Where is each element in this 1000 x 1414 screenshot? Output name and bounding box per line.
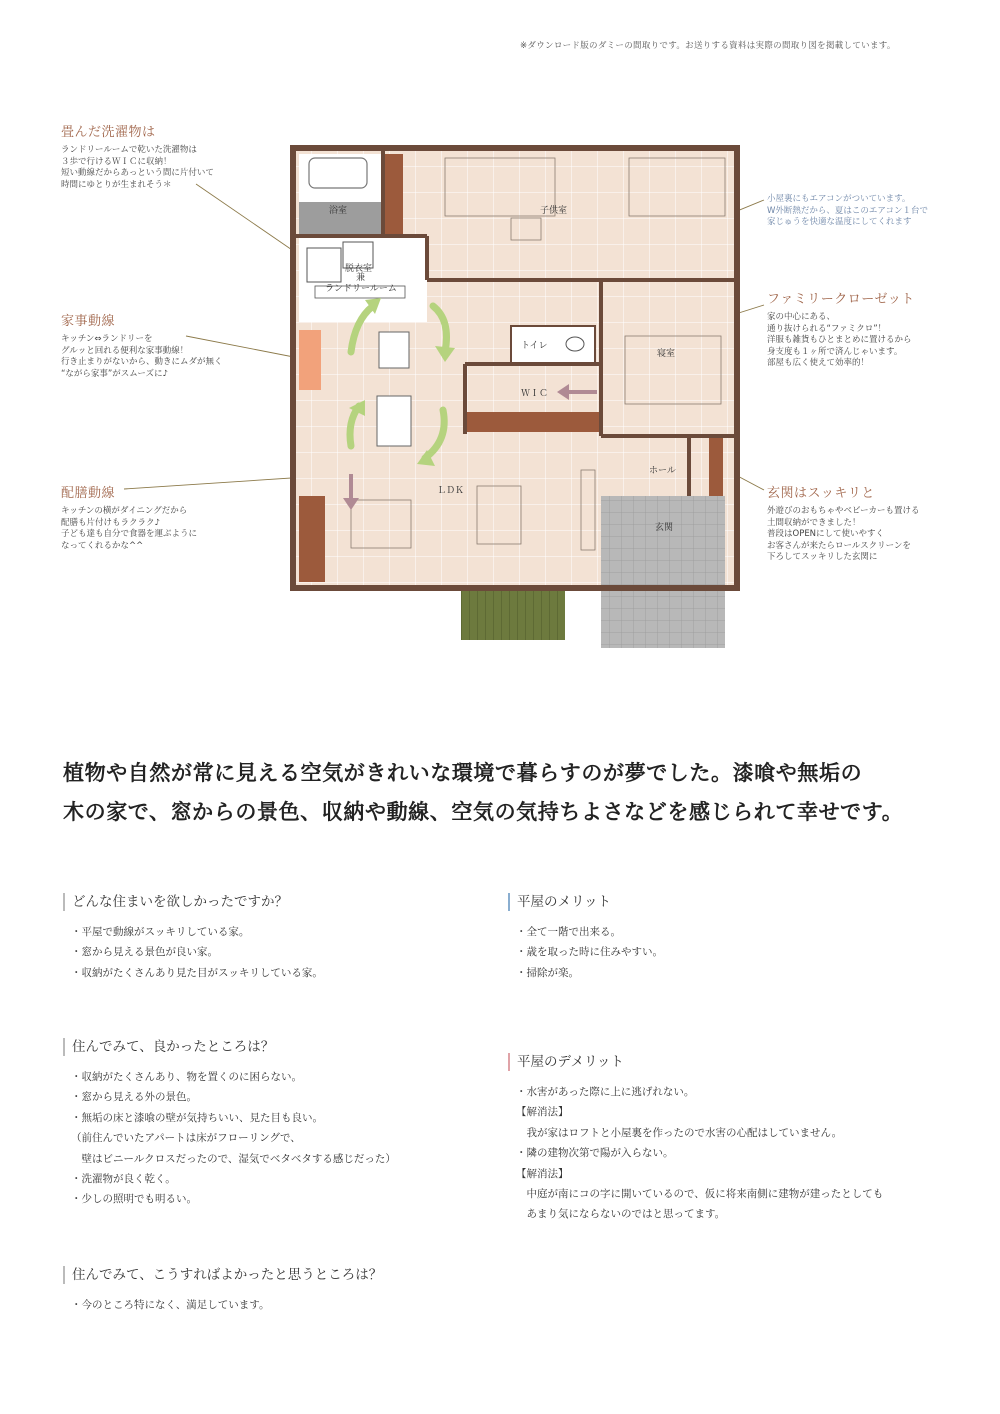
- dining-storage: [299, 496, 325, 582]
- room-label-toilet: トイレ: [521, 341, 548, 351]
- list-item: あまり気にならないのではと思ってます。: [516, 1208, 726, 1221]
- section-title: 住んでみて、こうすればよかったと思うところは？: [63, 1266, 503, 1284]
- annotation-body: 家の中心にある、 通り抜けられる“ファミクロ”！ 洋服も雑貨もひとまとめに置けるから 身支度も１ヶ所で済んじゃいます。 部屋も広く使えて効率的！: [767, 312, 912, 368]
- list-item: ・隣の建物次第で陽が入らない。: [516, 1147, 674, 1160]
- list-item: ・洗濯物が良く乾く。: [71, 1173, 176, 1186]
- room-label-kids: 子供室: [540, 206, 568, 216]
- toilet-bowl: [566, 337, 584, 351]
- list-item: 【解消法】: [516, 1106, 569, 1119]
- headline-line-2: 木の家で、窓からの景色、収納や動線、空気の気持ちよさなどを感じられて幸せです。: [63, 799, 904, 824]
- list-item: ・歳を取った時に住みやすい。: [516, 946, 663, 959]
- kitchen-cooktop: [379, 332, 409, 368]
- dummy-notice: ※ダウンロード版のダミーの間取りです。お送りする資料は実際の間取り図を掲載しています。: [520, 41, 896, 51]
- list-item: ・今のところ特になく、満足しています。: [71, 1299, 270, 1311]
- list-item: ・収納がたくさんあり見た目がスッキリしている家。: [71, 966, 323, 979]
- list-item: ・水害があった際に上に逃げれない。: [516, 1086, 695, 1098]
- kids-storage: [385, 154, 403, 234]
- annotation-body: ランドリールームで乾いた洗濯物は ３歩で行けるＷＩＣに収納！ 短い動線だからあっという間に片付いて 時間にゆとりが生まれそう＊: [61, 145, 214, 190]
- room-label-laundry: ランドリールーム: [325, 284, 397, 294]
- entrance-tile: [601, 496, 725, 648]
- washer: [307, 248, 341, 282]
- room-label-ldk: ＬＤＫ: [437, 486, 465, 496]
- annotation-body: キッチン⇔ランドリーを グルッと回れる便利な家事動線！ 行き止まりがないから、動きにムダが無く “ながら家事”がスムーズに♪: [61, 334, 223, 379]
- list-item: 【解消法】: [516, 1167, 569, 1180]
- room-label-bedroom: 寝室: [657, 349, 676, 359]
- section-title: どんな住まいを欲しかったですか？: [63, 893, 483, 911]
- list-item: ・掃除が楽。: [516, 966, 579, 979]
- item-list: [63, 922, 483, 983]
- kitchen-island: [377, 396, 411, 446]
- section-title: 住んでみて、良かったところは？: [63, 1038, 493, 1056]
- item-list: [508, 922, 938, 983]
- room-label-wic: ＷＩＣ: [521, 389, 549, 399]
- item-list: [63, 1295, 503, 1315]
- item-list: [508, 1082, 948, 1225]
- section-improve: [63, 1266, 503, 1315]
- headline-line-1: 植物や自然が常に見える空気がきれいな環境で暮らすのが夢でした。漆喰や無垢の: [63, 760, 863, 785]
- list-item: ・無垢の床と漆喰の壁が気持ちいい、見た目も良い。: [71, 1111, 323, 1124]
- room-label-hall: ホール: [649, 466, 676, 476]
- room-label-dressing: 脱衣室: [345, 264, 373, 274]
- section-merit: [508, 893, 938, 983]
- annotation-title: 配膳動線: [61, 486, 116, 501]
- room-label-bath: 浴室: [329, 206, 348, 216]
- floor-plan: [285, 140, 745, 655]
- annotation-title: 畳んだ洗濯物は: [61, 125, 156, 140]
- annotation-title: 家事動線: [61, 314, 116, 329]
- annotation-body: キッチンの横がダイニングだから 配膳も片付けもラクラク♪ 子ども達も自分で食器を運ぶように なってくれるかな^^: [61, 506, 198, 551]
- list-item: 壁はビニールクロスだったので、湿気でベタベタする感じだった）: [71, 1152, 396, 1165]
- list-item: ・少しの照明でも明るい。: [71, 1193, 197, 1206]
- list-item: ・窓から見える景色が良い家。: [71, 946, 218, 959]
- room-label-and: 兼: [356, 273, 366, 283]
- list-item: 中庭が南にコの字に開いているので、仮に将来南側に建物が建ったとしても: [516, 1188, 884, 1201]
- section-title: 平屋のメリット: [508, 893, 938, 911]
- wood-deck: [461, 586, 565, 640]
- section-good: [63, 1038, 493, 1210]
- list-item: ・平屋で動線がスッキリしている家。: [71, 926, 250, 938]
- annotation-body: 外遊びのおもちゃやベビーカーも置ける 土間収納ができました！ 普段はOPENにして使いやすく お客さんが来たらロールスクリーンを 下ろしてスッキリした玄関に: [767, 506, 920, 562]
- annotation-title: 玄関はスッキリと: [767, 486, 875, 501]
- room-label-entrance: 玄関: [655, 523, 674, 533]
- wic-shelf: [467, 412, 603, 432]
- list-item: ・窓から見える外の景色。: [71, 1091, 197, 1104]
- section-title: 平屋のデメリット: [508, 1053, 948, 1071]
- list-item: ・収納がたくさんあり、物を置くのに困らない。: [71, 1071, 302, 1083]
- annotation-title: ファミリークローゼット: [767, 292, 915, 307]
- headline: [63, 753, 963, 831]
- list-item: （前住んでいたアパートは床がフローリングで、: [71, 1132, 301, 1145]
- annotation-body: 小屋裏にもエアコンがついています。 W外断熱だから、夏はこのエアコン１台で 家じゅうを快適な温度にしてくれます: [767, 194, 928, 227]
- item-list: [63, 1067, 493, 1210]
- section-demerit: [508, 1053, 948, 1225]
- kitchen-counter-left: [299, 330, 321, 390]
- bathtub: [309, 158, 367, 188]
- list-item: 我が家はロフトと小屋裏を作ったので水害の心配はしていません。: [516, 1126, 843, 1139]
- list-item: ・全て一階で出来る。: [516, 926, 621, 938]
- section-wanted: [63, 893, 483, 983]
